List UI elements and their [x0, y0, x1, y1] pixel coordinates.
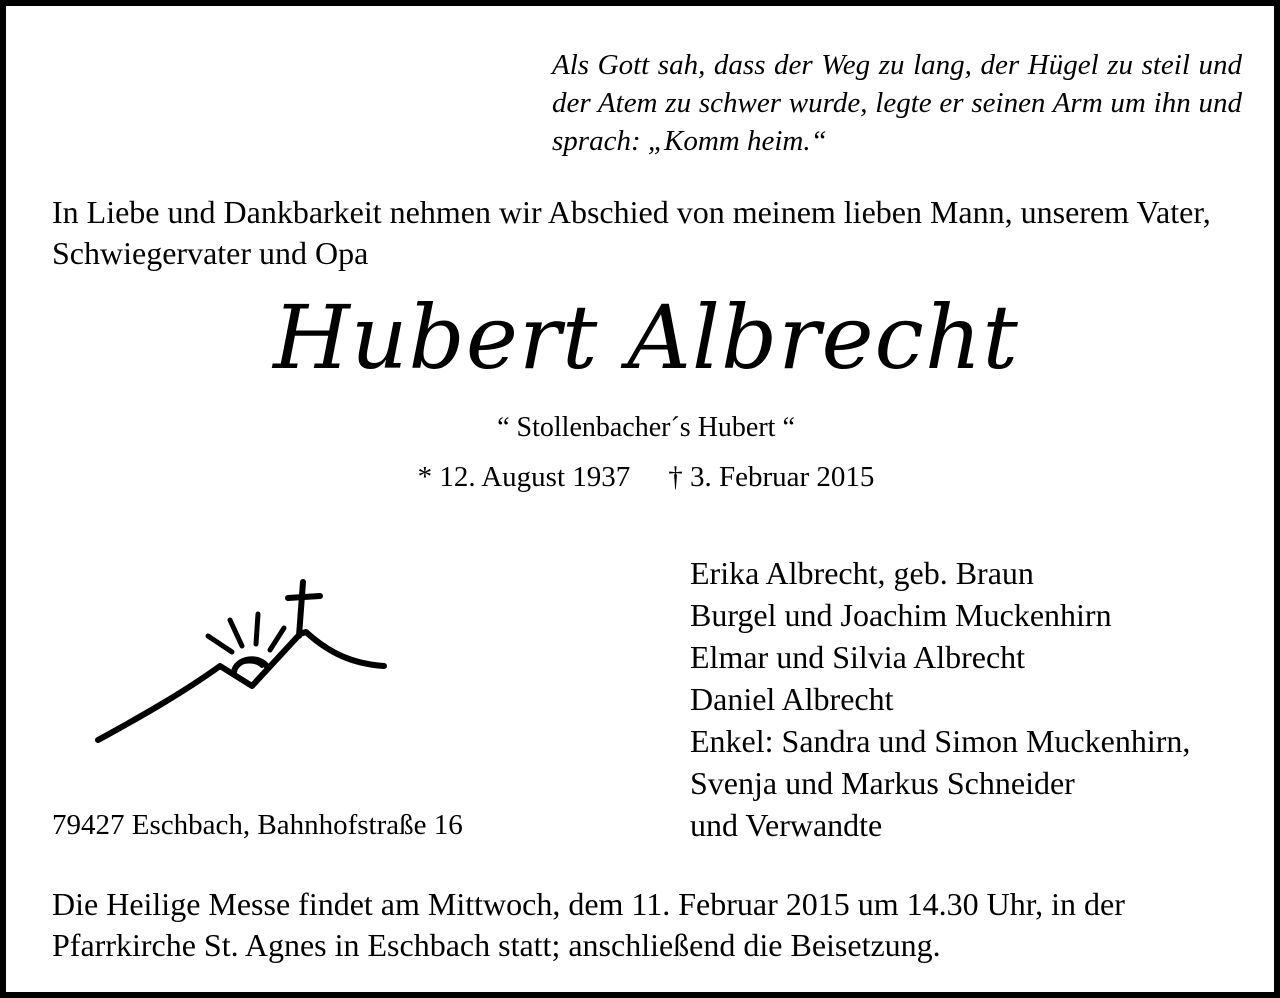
mourner-entry: Enkel: Sandra und Simon Muckenhirn,	[690, 723, 1191, 759]
mourner-entry: Svenja und Markus Schneider	[690, 765, 1075, 801]
mourner-entry: Daniel Albrecht	[690, 681, 894, 717]
memorial-quote: Als Gott sah, dass der Weg zu lang, der Hügel zu steil und der Atem zu schwer wurde, legte er seinen Arm um ihn und sprach: „Komm heim.“	[552, 49, 1242, 157]
deceased-name: Hubert Albrecht	[273, 286, 1019, 389]
mourner-entry: Erika Albrecht, geb. Braun	[690, 555, 1034, 591]
mourner-entry: Elmar und Silvia Albrecht	[690, 639, 1026, 675]
mountain-cross-sunrise-icon	[92, 574, 392, 754]
deceased-nickname: “ Stollenbacher´s Hubert “	[497, 412, 795, 443]
birth-date: * 12. August 1937	[417, 461, 631, 493]
life-dates	[6, 458, 1280, 496]
family-address: 79427 Eschbach, Bahnhofstraße 16	[52, 809, 463, 841]
mourner-entry: Burgel und Joachim Muckenhirn	[690, 597, 1112, 633]
mourner-entry: und Verwandte	[690, 807, 883, 843]
farewell-intro: In Liebe und Dankbarkeit nehmen wir Abschied von meinem lieben Mann, unserem Vater, Schwiegervater und Opa	[52, 194, 1211, 271]
funeral-service-info: Die Heilige Messe findet am Mittwoch, dem 11. Februar 2015 um 14.30 Uhr, in der Pfarrkirche St. Agnes in Eschbach statt; anschließend die Beisetzung.	[52, 886, 1125, 963]
mourners-list	[690, 552, 1270, 846]
death-date: † 3. Februar 2015	[668, 461, 875, 493]
